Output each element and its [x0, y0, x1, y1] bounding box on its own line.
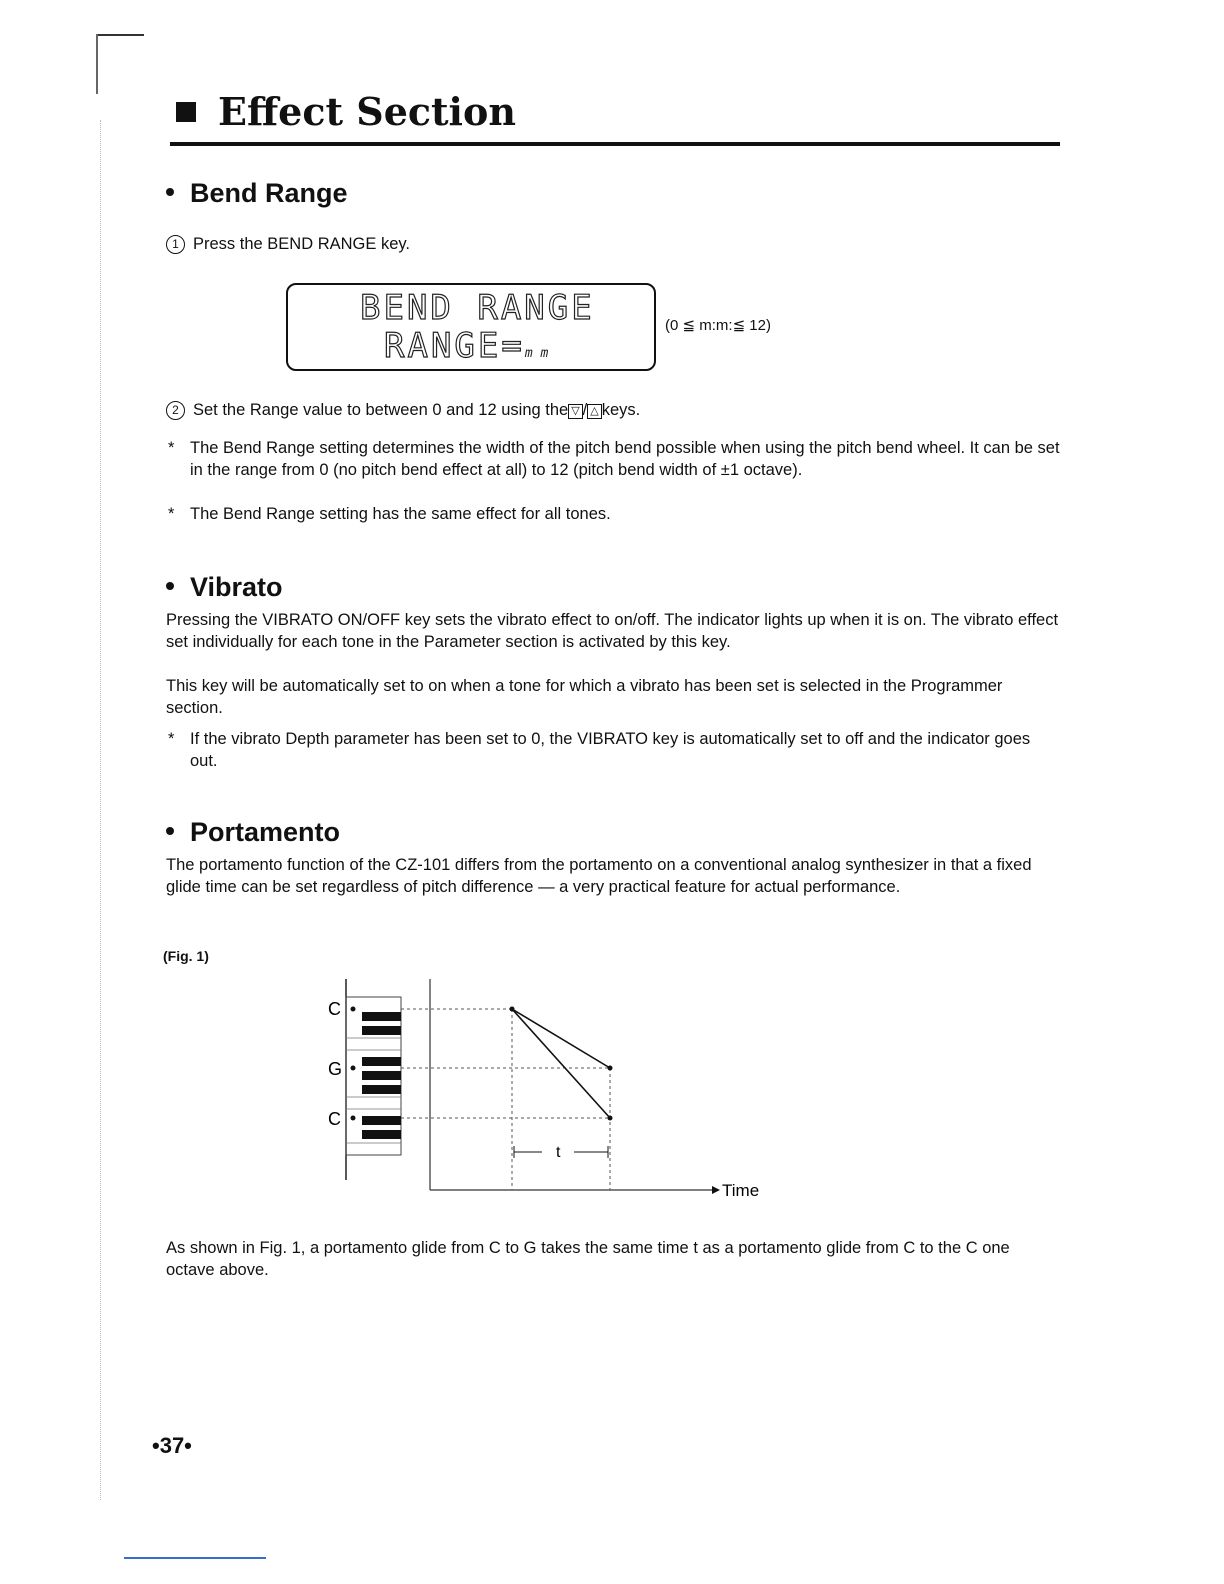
time-arrow-icon — [712, 1186, 720, 1194]
step-number-icon: 1 — [166, 235, 185, 254]
section-header — [170, 86, 1060, 146]
t-interval-marker — [514, 1146, 608, 1158]
lcd-line-1: BEND RANGE — [360, 288, 595, 328]
crop-mark-horizontal — [96, 34, 144, 36]
time-label: Time — [722, 1181, 760, 1200]
bend-range-step-2: 2 Set the Range value to between 0 and 12 using the ▽ / △ keys. — [166, 400, 1061, 422]
keyboard-black-keys — [362, 1012, 401, 1139]
step-number-icon: 2 — [166, 401, 185, 420]
up-key-icon: △ — [587, 404, 601, 419]
lcd-range-note: (0 ≦ m:m:≦ 12) — [665, 317, 771, 334]
figure-label: (Fig. 1) — [163, 948, 209, 964]
glide-c-to-c — [512, 1009, 610, 1118]
glide-end-c-dot — [608, 1116, 613, 1121]
guide-lines — [401, 1009, 610, 1190]
c-high-key-dot — [351, 1007, 356, 1012]
glide-start-dot — [510, 1007, 515, 1012]
note-marker: * — [168, 439, 175, 457]
note-marker: * — [168, 505, 175, 523]
page-number: •37• — [152, 1433, 192, 1458]
down-key-icon: ▽ — [568, 404, 582, 419]
vibrato-paragraph-1: Pressing the VIBRATO ON/OFF key sets the vibrato effect to on/off. The indicator lights up when it is on. The vibrato effect set individually for each tone in the Parameter section is activated by this key. — [166, 611, 1059, 651]
title-rule — [170, 142, 1060, 146]
crop-mark-vertical — [96, 34, 98, 94]
portamento-figure — [320, 975, 780, 1200]
portamento-caption: As shown in Fig. 1, a portamento glide from C to G takes the same time t as a portamento glide from C to the C one octave above. — [166, 1239, 1010, 1279]
glide-end-g-dot — [608, 1066, 613, 1071]
bottom-rule — [124, 1557, 266, 1559]
vibrato-paragraph-2: This key will be automatically set to on when a tone for which a vibrato has been set is selected in the Programmer section. — [166, 677, 1003, 717]
binding-margin — [100, 120, 101, 1500]
note-c-high-label: C — [328, 999, 341, 1019]
note-g-label: G — [328, 1059, 343, 1079]
bend-range-note-2: * The Bend Range setting has the same effect for all tones. — [166, 504, 1061, 526]
bend-range-heading: Bend Range — [166, 176, 348, 210]
bullet-icon — [166, 827, 174, 835]
lcd-line-2: RANGE=m m — [384, 326, 549, 366]
vibrato-note: * If the vibrato Depth parameter has been set to 0, the VIBRATO key is automatically set to off and the indicator goes out. — [168, 730, 1031, 770]
glide-c-to-g — [512, 1009, 610, 1068]
portamento-paragraph: The portamento function of the CZ-101 differs from the portamento on a conventional analog synthesizer in that a fixed glide time can be set regardless of pitch difference — a very practical feature for actual performance. — [166, 856, 1032, 896]
square-bullet-icon — [176, 102, 196, 122]
portamento-heading: Portamento — [166, 815, 340, 849]
c-low-key-dot — [351, 1116, 356, 1121]
g-key-dot — [351, 1066, 356, 1071]
lcd-display — [286, 283, 656, 371]
t-label: t — [556, 1144, 561, 1161]
vibrato-heading: Vibrato — [166, 570, 283, 604]
note-c-low-label: C — [328, 1109, 341, 1129]
page-title — [170, 86, 1060, 138]
bend-range-note-1: * The Bend Range setting determines the width of the pitch bend possible when using the pitch bend wheel. It can be set in the range from 0 (no pitch bend effect at all) to 12 (pitch bend width of ±1 octave). — [168, 439, 1060, 479]
bullet-icon — [166, 582, 174, 590]
bend-range-step-1: 1 Press the BEND RANGE key. — [166, 234, 1061, 256]
lcd-value: m m — [524, 346, 549, 361]
note-marker: * — [168, 730, 175, 748]
page-title-text: Effect Section — [218, 89, 516, 134]
bullet-icon — [166, 188, 174, 196]
